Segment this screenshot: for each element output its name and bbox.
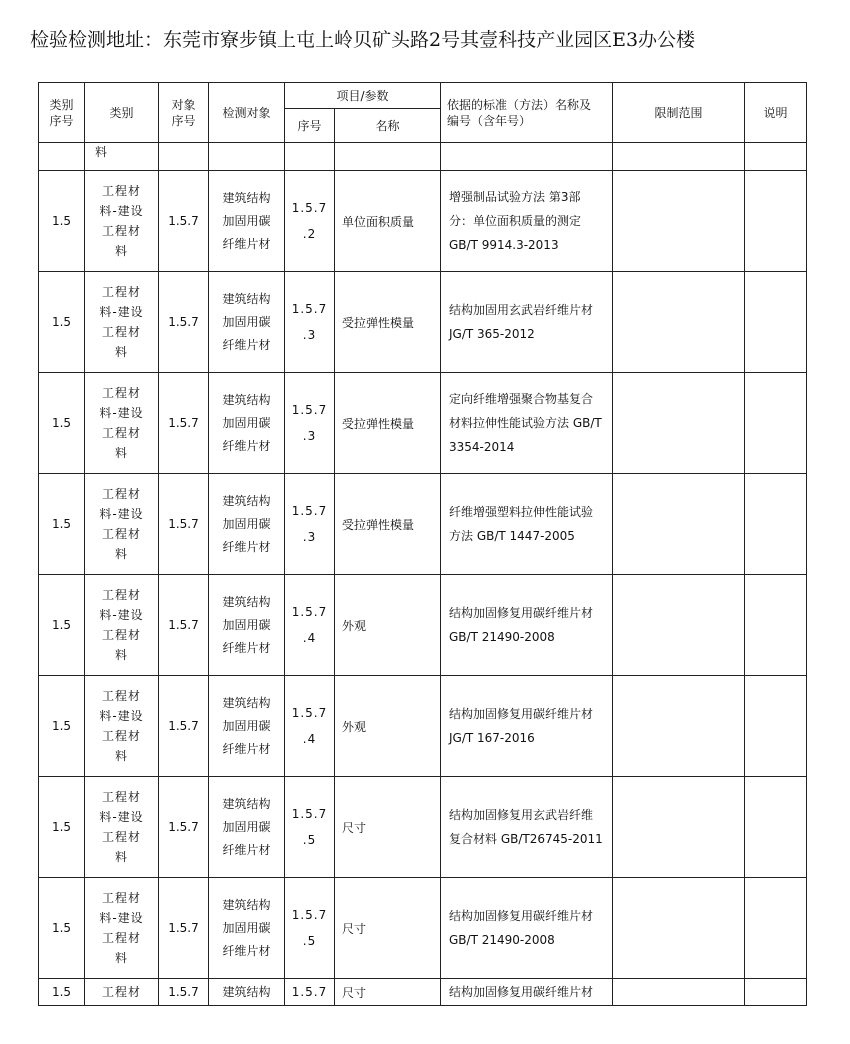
cell-object: 建筑结构 加固用碳 纤维片材 — [209, 171, 285, 272]
cell-standard: 结构加固用玄武岩纤维片材 JG/T 365-2012 — [441, 272, 613, 373]
cell-object-no: 1.5.7 — [159, 171, 209, 272]
cell-category-no: 1.5 — [39, 474, 85, 575]
cell-param-no: 1.5.7 .3 — [285, 272, 335, 373]
header-category-no: 类别 序号 — [39, 83, 85, 143]
cell-object: 建筑结构 加固用碳 纤维片材 — [209, 272, 285, 373]
cell-category: 工程材 料-建设 工程材 料 — [85, 373, 159, 474]
table-row — [39, 878, 807, 979]
cell-param-no: 1.5.7 .5 — [285, 878, 335, 979]
table-row — [39, 676, 807, 777]
cell-note — [745, 979, 807, 1006]
cell-standard: 纤维增强塑料拉伸性能试验 方法 GB/T 1447-2005 — [441, 474, 613, 575]
cell-limit — [613, 373, 745, 474]
cell-param-name: 受拉弹性模量 — [335, 474, 441, 575]
cell-note — [745, 474, 807, 575]
cell-param-no: 1.5.7 — [285, 979, 335, 1006]
cell-category: 工程材 — [85, 979, 159, 1006]
cell-object-no: 1.5.7 — [159, 777, 209, 878]
cell-standard: 结构加固修复用碳纤维片材 JG/T 167-2016 — [441, 676, 613, 777]
cell-param-name: 单位面积质量 — [335, 171, 441, 272]
table-row — [39, 575, 807, 676]
header-limit: 限制范围 — [613, 83, 745, 143]
cell-category: 工程材 料-建设 工程材 料 — [85, 171, 159, 272]
cell-param-name: 外观 — [335, 575, 441, 676]
cell-note — [745, 878, 807, 979]
cell-object: 建筑结构 加固用碳 纤维片材 — [209, 878, 285, 979]
cell-limit — [613, 171, 745, 272]
cell-category: 工程材 料-建设 工程材 料 — [85, 777, 159, 878]
cell-category-no: 1.5 — [39, 373, 85, 474]
cell-limit — [613, 777, 745, 878]
cell-empty — [335, 143, 441, 171]
cell-note — [745, 777, 807, 878]
cell-category: 工程材 料-建设 工程材 料 — [85, 272, 159, 373]
table-row — [39, 777, 807, 878]
cell-category-no: 1.5 — [39, 676, 85, 777]
table-row — [39, 373, 807, 474]
cell-param-name: 尺寸 — [335, 979, 441, 1006]
cell-note — [745, 373, 807, 474]
cell-empty — [209, 143, 285, 171]
cell-object: 建筑结构 — [209, 979, 285, 1006]
cell-param-no: 1.5.7 .2 — [285, 171, 335, 272]
cell-object-no: 1.5.7 — [159, 272, 209, 373]
cell-standard: 结构加固修复用碳纤维片材 GB/T 21490-2008 — [441, 575, 613, 676]
cell-empty — [285, 143, 335, 171]
cell-standard: 结构加固修复用玄武岩纤维 复合材料 GB/T26745-2011 — [441, 777, 613, 878]
cell-limit — [613, 575, 745, 676]
cell-param-name: 尺寸 — [335, 878, 441, 979]
cell-standard: 增强制品试验方法 第3部 分：单位面积质量的测定 GB/T 9914.3-2013 — [441, 171, 613, 272]
cell-object: 建筑结构 加固用碳 纤维片材 — [209, 777, 285, 878]
continuation-row — [39, 143, 807, 171]
cell-limit — [613, 878, 745, 979]
cell-object-no: 1.5.7 — [159, 575, 209, 676]
cell-empty — [613, 143, 745, 171]
header-object-no: 对象 序号 — [159, 83, 209, 143]
cell-note — [745, 171, 807, 272]
category-fragment: 料 — [85, 143, 159, 171]
header-category: 类别 — [85, 83, 159, 143]
header-param-group: 项目/参数 — [285, 83, 441, 109]
spec-table — [38, 82, 807, 1006]
cell-category: 工程材 料-建设 工程材 料 — [85, 676, 159, 777]
cell-param-name: 受拉弹性模量 — [335, 373, 441, 474]
cell-param-no: 1.5.7 .5 — [285, 777, 335, 878]
cell-category-no: 1.5 — [39, 171, 85, 272]
header-param-name: 名称 — [335, 109, 441, 143]
cell-empty — [745, 143, 807, 171]
cell-category-no: 1.5 — [39, 979, 85, 1006]
page-address: 检验检测地址：东莞市寮步镇上屯上岭贝矿头路2号其壹科技产业园区E3办公楼 — [30, 29, 696, 51]
cell-param-name: 尺寸 — [335, 777, 441, 878]
header-param-no: 序号 — [285, 109, 335, 143]
cell-category: 工程材 料-建设 工程材 料 — [85, 878, 159, 979]
cell-object-no: 1.5.7 — [159, 979, 209, 1006]
table-row — [39, 272, 807, 373]
cell-note — [745, 575, 807, 676]
cell-object: 建筑结构 加固用碳 纤维片材 — [209, 474, 285, 575]
cell-empty — [159, 143, 209, 171]
table-row — [39, 474, 807, 575]
table-row — [39, 171, 807, 272]
header-object: 检测对象 — [209, 83, 285, 143]
cell-object-no: 1.5.7 — [159, 474, 209, 575]
cell-standard: 结构加固修复用碳纤维片材 GB/T 21490-2008 — [441, 878, 613, 979]
cell-object-no: 1.5.7 — [159, 373, 209, 474]
cell-param-name: 外观 — [335, 676, 441, 777]
header-note: 说明 — [745, 83, 807, 143]
cell-limit — [613, 676, 745, 777]
cell-category-no: 1.5 — [39, 777, 85, 878]
cell-object-no: 1.5.7 — [159, 878, 209, 979]
cell-category: 工程材 料-建设 工程材 料 — [85, 575, 159, 676]
cell-standard: 定向纤维增强聚合物基复合 材料拉伸性能试验方法 GB/T 3354-2014 — [441, 373, 613, 474]
table-row-partial — [39, 979, 807, 1006]
cell-param-no: 1.5.7 .3 — [285, 373, 335, 474]
cell-standard: 结构加固修复用碳纤维片材 — [441, 979, 613, 1006]
cell-note — [745, 272, 807, 373]
cell-empty — [39, 143, 85, 171]
cell-limit — [613, 474, 745, 575]
cell-object-no: 1.5.7 — [159, 676, 209, 777]
cell-category-no: 1.5 — [39, 272, 85, 373]
cell-param-no: 1.5.7 .3 — [285, 474, 335, 575]
cell-limit — [613, 979, 745, 1006]
cell-object: 建筑结构 加固用碳 纤维片材 — [209, 373, 285, 474]
cell-param-no: 1.5.7 .4 — [285, 575, 335, 676]
cell-empty — [441, 143, 613, 171]
header-row-1 — [39, 83, 807, 109]
table-body — [39, 143, 807, 1006]
cell-category: 工程材 料-建设 工程材 料 — [85, 474, 159, 575]
cell-param-no: 1.5.7 .4 — [285, 676, 335, 777]
cell-object: 建筑结构 加固用碳 纤维片材 — [209, 575, 285, 676]
cell-category-no: 1.5 — [39, 575, 85, 676]
cell-object: 建筑结构 加固用碳 纤维片材 — [209, 676, 285, 777]
cell-note — [745, 676, 807, 777]
header-standard: 依据的标准（方法）名称及 编号（含年号） — [441, 83, 613, 143]
cell-limit — [613, 272, 745, 373]
cell-category-no: 1.5 — [39, 878, 85, 979]
cell-param-name: 受拉弹性模量 — [335, 272, 441, 373]
